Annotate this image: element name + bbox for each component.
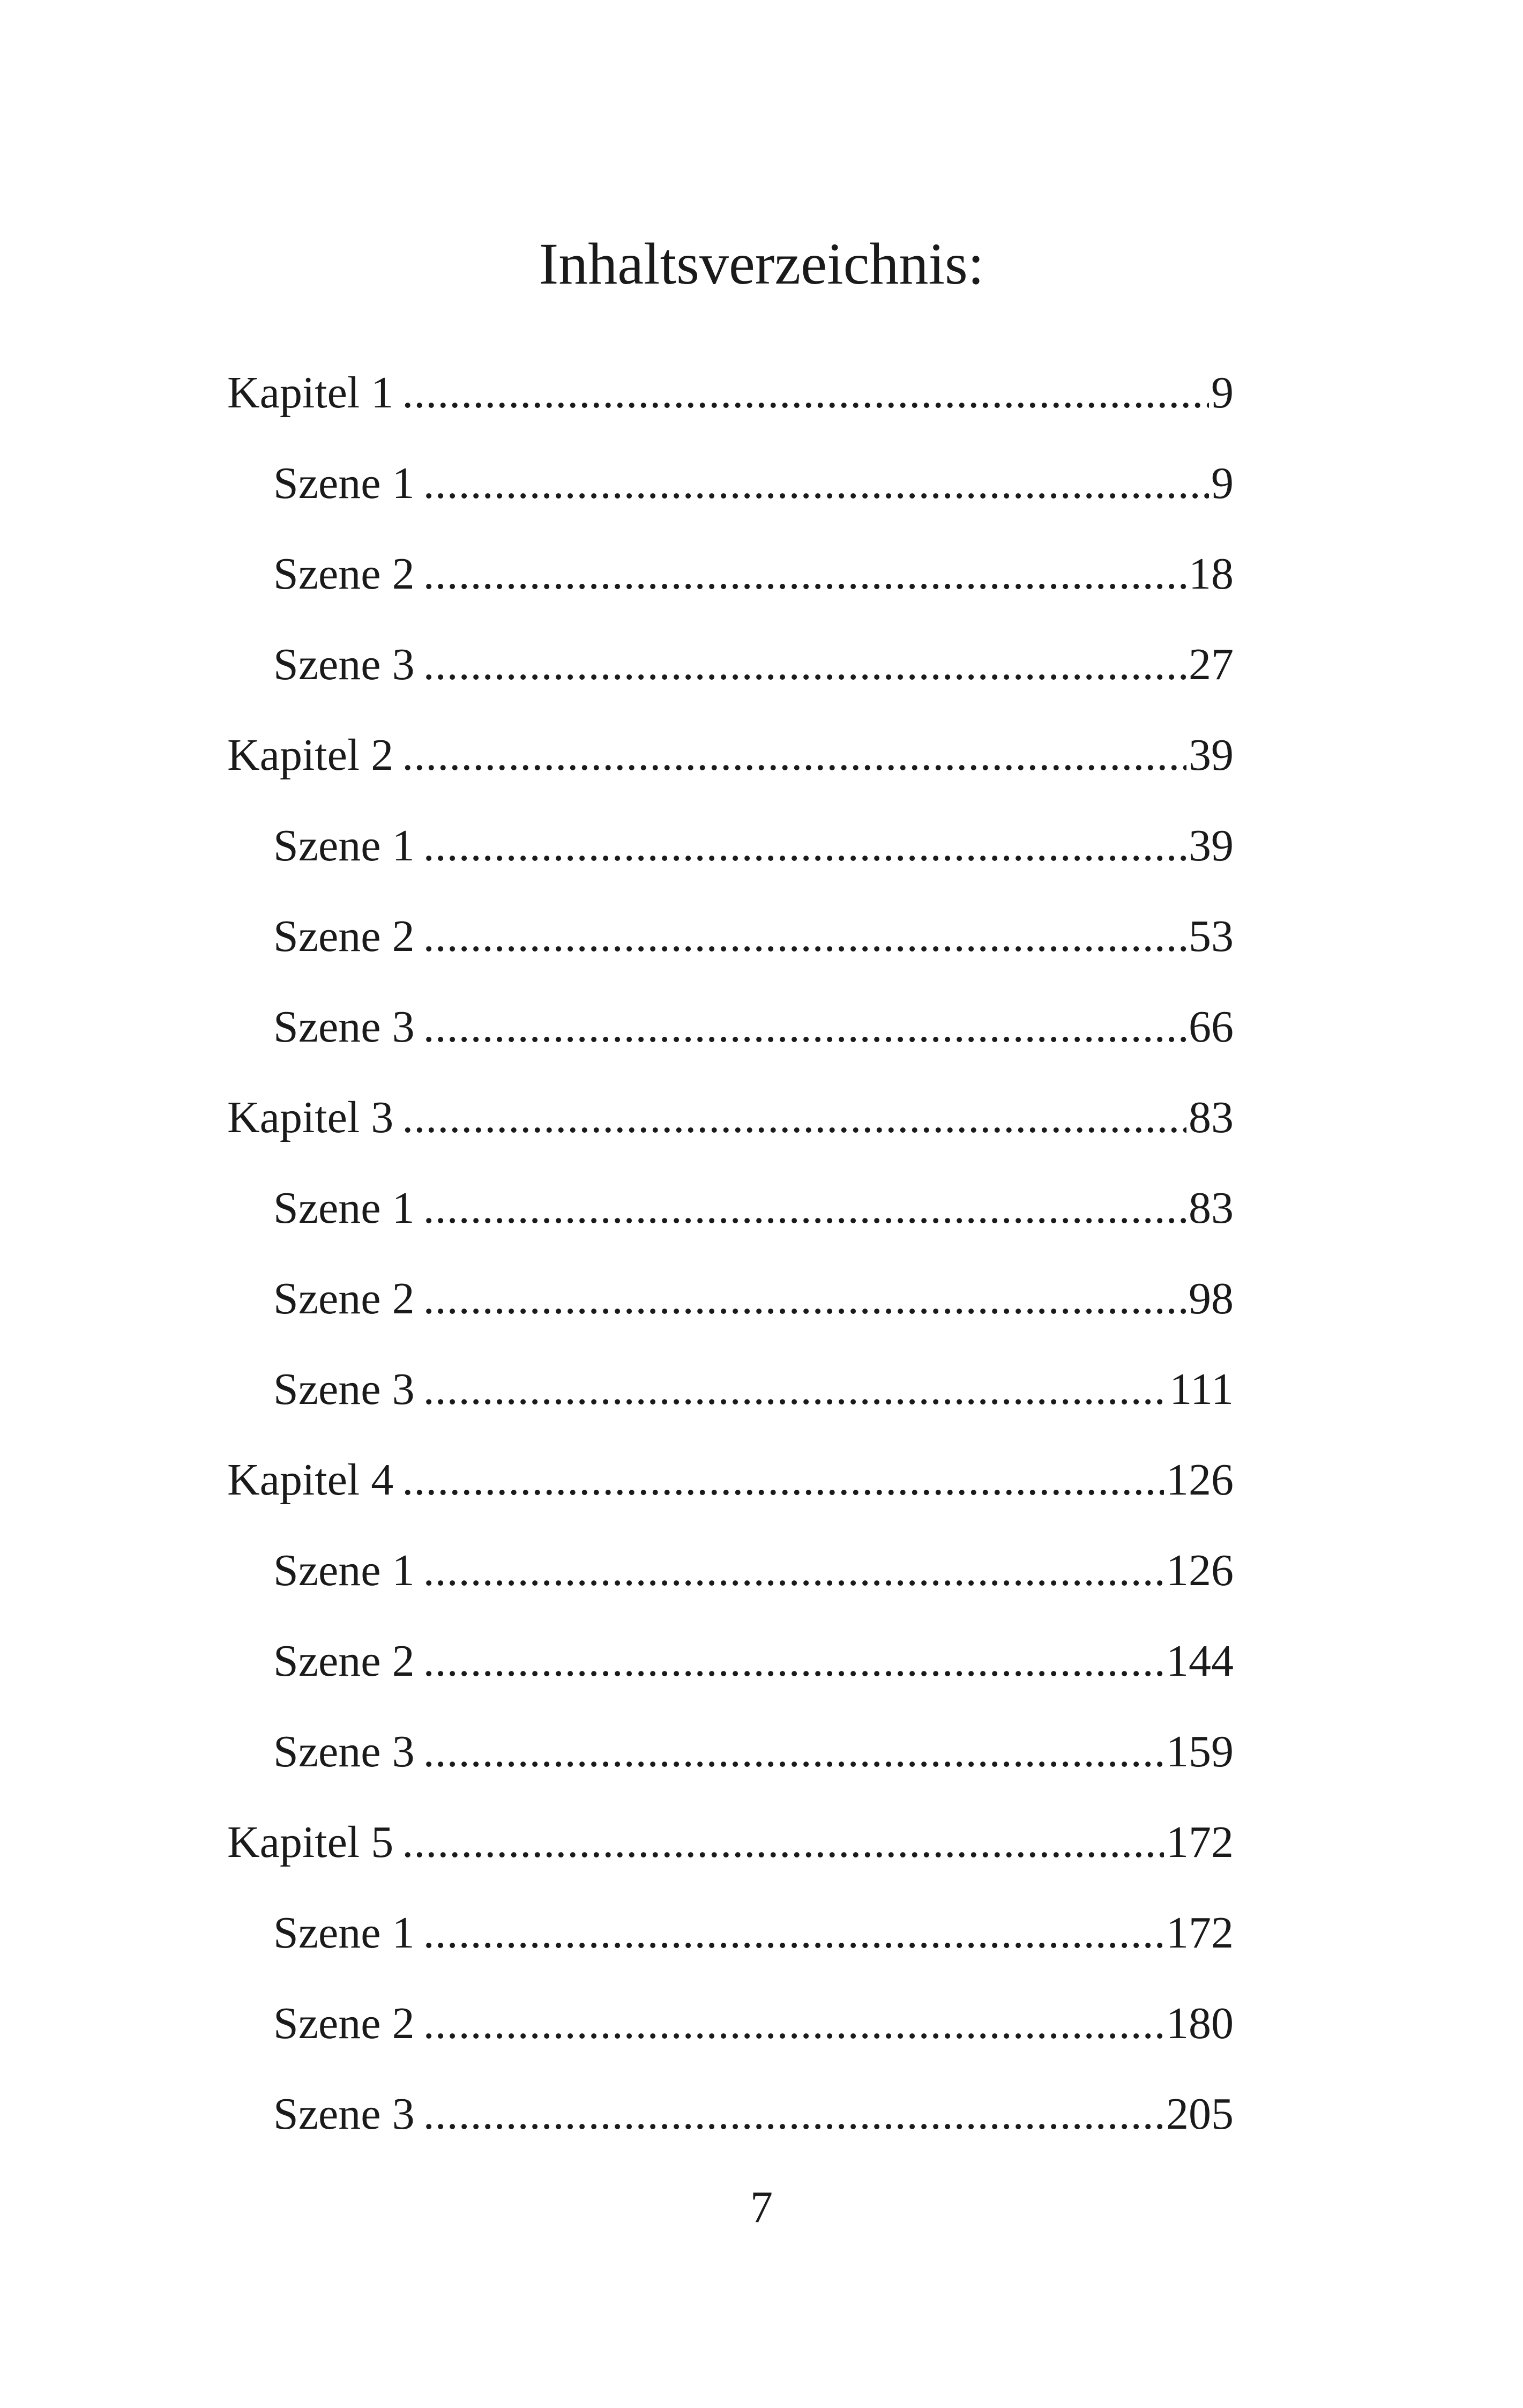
toc-dot-leader <box>423 457 1209 510</box>
toc-entry-kapitel-4[interactable] <box>227 1453 1234 1507</box>
toc-entry-label: Szene 3 <box>273 1364 415 1414</box>
toc-entry-kapitel-2-szene-1[interactable] <box>273 819 1234 873</box>
toc-dot-leader <box>423 1000 1186 1054</box>
toc-entry-label: Kapitel 3 <box>227 1092 394 1142</box>
toc-entry-label: Szene 2 <box>273 1274 415 1324</box>
toc-entry-kapitel-3-szene-3[interactable] <box>273 1363 1234 1416</box>
toc-entry-page: 180 <box>1166 1998 1234 2048</box>
toc-dot-leader <box>423 1181 1186 1235</box>
toc-entry-label: Szene 3 <box>273 2089 415 2139</box>
toc-entry-page: 205 <box>1166 2089 1234 2139</box>
toc-entry-label: Szene 1 <box>273 821 415 871</box>
toc-entry-page: 98 <box>1189 1274 1234 1324</box>
toc-entry-page: 66 <box>1189 1002 1234 1052</box>
toc-entry-label: Szene 2 <box>273 911 415 961</box>
toc-dot-leader <box>402 1816 1164 1869</box>
toc-entry-page: 126 <box>1166 1545 1234 1595</box>
toc-entry-label: Kapitel 1 <box>227 368 394 418</box>
toc-entry-label: Szene 3 <box>273 1727 415 1777</box>
toc-dot-leader <box>423 819 1186 873</box>
toc-entry-kapitel-3[interactable] <box>227 1091 1234 1144</box>
toc-entry-page: 172 <box>1166 1908 1234 1958</box>
toc-entry-kapitel-4-szene-2[interactable] <box>273 1634 1234 1688</box>
toc-entry-kapitel-2-szene-2[interactable] <box>273 910 1234 963</box>
toc-dot-leader <box>402 729 1186 782</box>
toc-dot-leader <box>423 547 1186 601</box>
toc-dot-leader <box>402 1453 1164 1507</box>
toc-dot-leader <box>423 1725 1164 1779</box>
toc-entry-page: 111 <box>1169 1364 1234 1414</box>
toc-entry-page: 9 <box>1211 368 1234 418</box>
toc-dot-leader <box>423 1634 1164 1688</box>
toc-entry-kapitel-5-szene-2[interactable] <box>273 1997 1234 2050</box>
toc-entry-label: Kapitel 2 <box>227 730 394 780</box>
toc-entry-kapitel-1-szene-1[interactable] <box>273 457 1234 510</box>
toc-entry-page: 39 <box>1189 821 1234 871</box>
toc-entry-page: 18 <box>1189 549 1234 599</box>
toc-entry-page: 39 <box>1189 730 1234 780</box>
toc-entry-label: Kapitel 5 <box>227 1817 394 1867</box>
toc-entry-kapitel-2[interactable] <box>227 729 1234 782</box>
toc-entry-page: 27 <box>1189 640 1234 689</box>
toc-entry-kapitel-5-szene-1[interactable] <box>273 1906 1234 1960</box>
page-title: Inhaltsverzeichnis: <box>539 231 984 296</box>
toc-entry-kapitel-1-szene-2[interactable] <box>273 547 1234 601</box>
toc-entry-label: Szene 1 <box>273 458 415 508</box>
toc-entry-page: 126 <box>1166 1455 1234 1505</box>
toc-entry-page: 53 <box>1189 911 1234 961</box>
toc-entry-label: Szene 1 <box>273 1545 415 1595</box>
toc-dot-leader <box>402 1091 1186 1144</box>
toc-entry-kapitel-4-szene-1[interactable] <box>273 1544 1234 1597</box>
toc-entry-label: Szene 3 <box>273 1002 415 1052</box>
toc-entry-kapitel-4-szene-3[interactable] <box>273 1725 1234 1779</box>
toc-entry-page: 9 <box>1211 458 1234 508</box>
toc-dot-leader <box>423 638 1186 692</box>
toc-entry-page: 159 <box>1166 1727 1234 1777</box>
toc-entry-label: Szene 3 <box>273 640 415 689</box>
toc-entry-page: 83 <box>1189 1092 1234 1142</box>
toc-entry-label: Szene 1 <box>273 1183 415 1233</box>
toc-entry-page: 144 <box>1166 1636 1234 1686</box>
toc-dot-leader <box>423 1906 1164 1960</box>
toc-entry-kapitel-1[interactable] <box>227 366 1234 420</box>
toc-dot-leader <box>423 1272 1186 1326</box>
page-number: 7 <box>750 2182 773 2232</box>
toc-dot-leader <box>423 1997 1164 2050</box>
toc-entry-label: Szene 2 <box>273 549 415 599</box>
toc-dot-leader <box>423 2087 1164 2141</box>
toc-dot-leader <box>423 1363 1168 1416</box>
toc-entry-label: Szene 2 <box>273 1998 415 2048</box>
toc-entry-label: Kapitel 4 <box>227 1455 394 1505</box>
toc-dot-leader <box>402 366 1209 420</box>
toc-entry-kapitel-2-szene-3[interactable] <box>273 1000 1234 1054</box>
toc-dot-leader <box>423 910 1186 963</box>
toc-entry-page: 83 <box>1189 1183 1234 1233</box>
toc-entry-label: Szene 1 <box>273 1908 415 1958</box>
toc-entry-kapitel-5-szene-3[interactable] <box>273 2087 1234 2141</box>
toc-dot-leader <box>423 1544 1164 1597</box>
toc-entry-kapitel-3-szene-1[interactable] <box>273 1181 1234 1235</box>
toc-entry-page: 172 <box>1166 1817 1234 1867</box>
toc-entry-kapitel-5[interactable] <box>227 1816 1234 1869</box>
toc-entry-kapitel-1-szene-3[interactable] <box>273 638 1234 692</box>
toc-entry-kapitel-3-szene-2[interactable] <box>273 1272 1234 1326</box>
toc-entry-label: Szene 2 <box>273 1636 415 1686</box>
